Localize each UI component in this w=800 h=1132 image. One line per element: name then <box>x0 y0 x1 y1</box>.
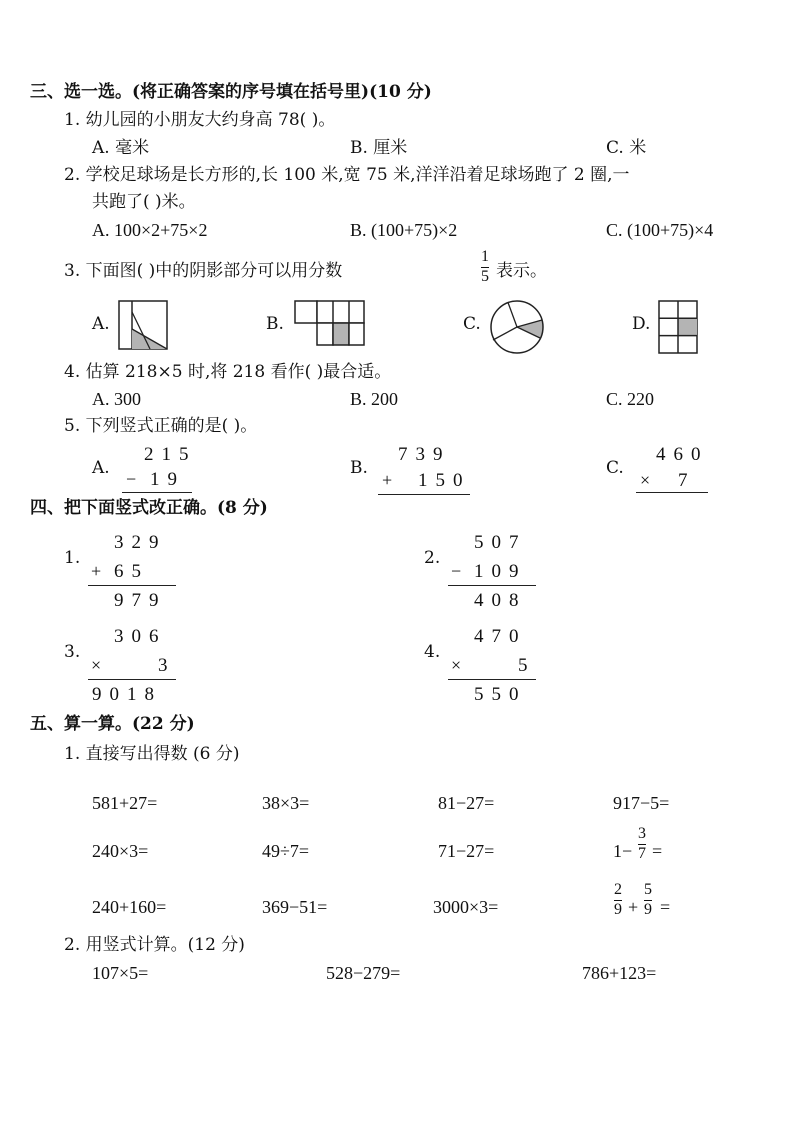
q5-b-rule <box>378 494 470 495</box>
q5-stem: 5. 下列竖式正确的是( )。 <box>64 416 258 436</box>
p1-op: + <box>91 561 102 581</box>
p2-label: 2. <box>424 548 441 568</box>
q4-option-c[interactable]: C. 220 <box>606 389 655 409</box>
q5-c-bottom: 7 <box>678 470 696 491</box>
q3-option-a-label[interactable]: A. <box>92 314 110 334</box>
calc-r2-c2: 49÷7= <box>262 841 310 861</box>
q5-c-top: 460 <box>656 444 709 465</box>
calc-r1-c2: 38×3= <box>262 793 310 813</box>
q3-fraction-numerator: 1 <box>481 248 489 265</box>
q5-a-op: − <box>126 469 137 489</box>
p1-rule <box>88 585 176 586</box>
q4-option-a[interactable]: A. 300 <box>92 389 141 409</box>
fraction-denominator: 9 <box>614 900 622 918</box>
q2-stem-line1: 2. 学校足球场是长方形的,长 100 米,宽 75 米,洋洋沿着足球场跑了 2 圈,一 <box>64 165 630 185</box>
q1-option-a[interactable]: A. 毫米 <box>92 138 150 158</box>
p4-rule <box>448 679 536 680</box>
q3-option-c-label[interactable]: C. <box>463 314 481 334</box>
calc-r3-c1: 240+160= <box>92 897 167 917</box>
calc-r2-c1: 240×3= <box>92 841 149 861</box>
calc-r2-fraction <box>638 826 646 863</box>
p3-op: × <box>91 655 102 675</box>
q3-figure-b[interactable] <box>294 300 366 350</box>
q3-figure-a[interactable] <box>118 300 168 350</box>
calc-r2-c3: 71−27= <box>438 841 495 861</box>
q3-figure-c[interactable] <box>490 300 544 354</box>
p2-rule <box>448 585 536 586</box>
p4-result: 550 <box>474 684 527 705</box>
fraction-numerator: 3 <box>638 825 646 842</box>
p1-label: 1. <box>64 548 81 568</box>
p4-label: 4. <box>424 642 441 662</box>
vertical-calc-1: 107×5= <box>92 963 149 983</box>
q5-a-rule <box>122 492 192 493</box>
q5-b-op: + <box>382 470 393 490</box>
section5-title: 五、算一算。(22 分) <box>30 714 195 734</box>
sub1-title: 1. 直接写出得数 (6 分) <box>64 744 240 764</box>
q3-stem-tail: 表示。 <box>496 261 547 281</box>
p4-top: 470 <box>474 626 527 647</box>
calc-r1-c3: 81−27= <box>438 793 495 813</box>
calc-r3-fraction-2 <box>644 882 652 919</box>
sub2-title: 2. 用竖式计算。(12 分) <box>64 935 245 955</box>
calc-r2-tail: = <box>652 841 663 861</box>
q5-a-top: 215 <box>144 444 197 465</box>
vertical-calc-3: 786+123= <box>582 963 657 983</box>
q2-stem-line2: 共跑了( )米。 <box>92 192 196 212</box>
q3-stem: 3. 下面图( )中的阴影部分可以用分数 <box>64 261 343 281</box>
q1-option-c[interactable]: C. 米 <box>606 138 647 158</box>
calc-r3-c2: 369−51= <box>262 897 328 917</box>
p2-result: 408 <box>474 590 527 611</box>
fraction-denominator: 9 <box>644 900 652 918</box>
q3-fraction <box>481 249 489 286</box>
q5-a-bottom: 19 <box>150 469 185 490</box>
calc-r2-lead: 1− <box>613 841 633 861</box>
p4-op: × <box>451 655 462 675</box>
q4-option-b[interactable]: B. 200 <box>350 389 399 409</box>
p2-bottom: 109 <box>474 561 527 582</box>
q5-b-bottom: 150 <box>418 470 471 491</box>
q5-c-rule <box>636 492 708 493</box>
p3-bottom: 3 <box>158 655 176 676</box>
q2-option-c[interactable]: C. (100+75)×4 <box>606 220 714 240</box>
q5-b-top: 739 <box>398 444 451 465</box>
section3-title: 三、选一选。(将正确答案的序号填在括号里)(10 分) <box>30 82 432 102</box>
p1-result: 979 <box>114 590 167 611</box>
calc-r3-fraction-1 <box>614 882 622 919</box>
calc-r3-c3: 3000×3= <box>433 897 499 917</box>
q4-stem: 4. 估算 218×5 时,将 218 看作( )最合适。 <box>64 362 392 382</box>
p2-op: − <box>451 561 462 581</box>
p4-bottom: 5 <box>518 655 536 676</box>
q5-option-b-label[interactable]: B. <box>350 458 368 478</box>
q5-option-c-label[interactable]: C. <box>606 458 624 478</box>
q1-stem: 1. 幼儿园的小朋友大约身高 78( )。 <box>64 110 336 130</box>
p3-result: 9018 <box>92 684 162 705</box>
q5-c-op: × <box>640 470 651 490</box>
p2-top: 507 <box>474 532 527 553</box>
calc-r3-tail: = <box>660 897 671 917</box>
q3-fraction-denominator: 5 <box>481 267 489 285</box>
q2-option-a[interactable]: A. 100×2+75×2 <box>92 220 208 240</box>
fraction-denominator: 7 <box>638 844 646 862</box>
q3-option-b-label[interactable]: B. <box>266 314 284 334</box>
vertical-calc-2: 528−279= <box>326 963 401 983</box>
calc-r1-c1: 581+27= <box>92 793 158 813</box>
section4-title: 四、把下面竖式改正确。(8 分) <box>30 498 268 518</box>
q3-figure-d[interactable] <box>658 300 698 356</box>
q3-option-d-label[interactable]: D. <box>632 314 651 334</box>
p3-top: 306 <box>114 626 167 647</box>
p3-rule <box>88 679 176 680</box>
q5-option-a-label[interactable]: A. <box>92 458 110 478</box>
q1-option-b[interactable]: B. 厘米 <box>350 138 408 158</box>
fraction-numerator: 2 <box>614 881 622 898</box>
p1-bottom: 65 <box>114 561 149 582</box>
calc-r1-c4: 917−5= <box>613 793 670 813</box>
p1-top: 329 <box>114 532 167 553</box>
p3-label: 3. <box>64 642 81 662</box>
fraction-numerator: 5 <box>644 881 652 898</box>
calc-r3-op: + <box>628 897 639 917</box>
q2-option-b[interactable]: B. (100+75)×2 <box>350 220 458 240</box>
